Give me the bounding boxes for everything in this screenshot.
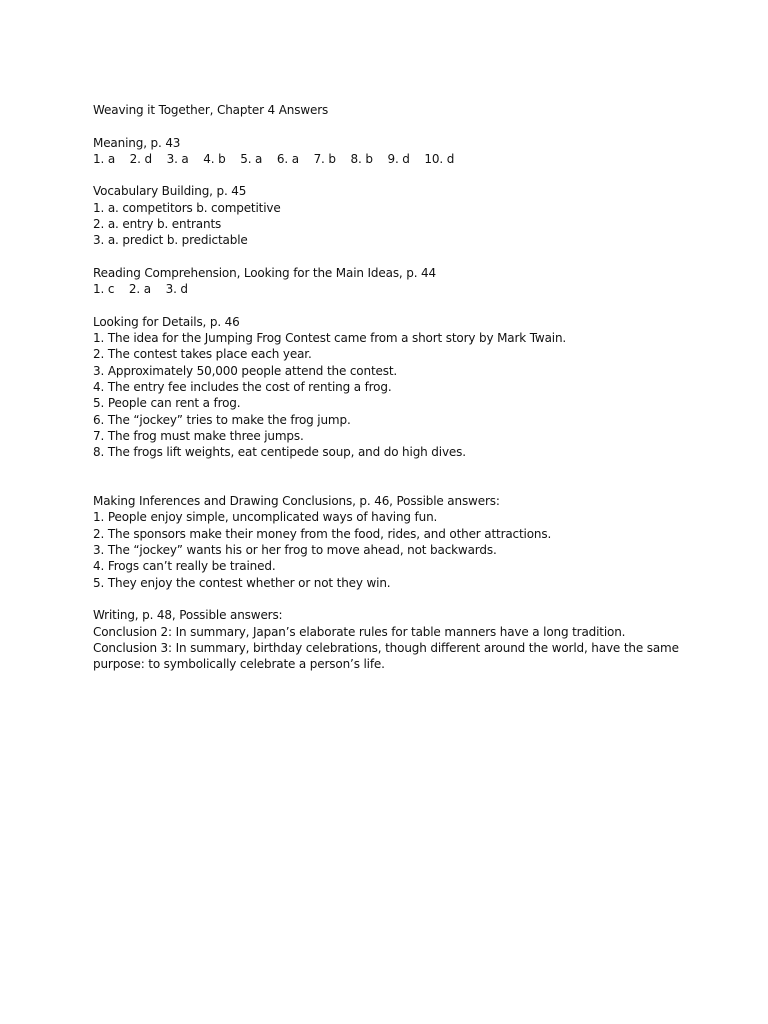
details-item: 4. The entry fee includes the cost of renting a frog. [93,380,392,395]
inferences-item: 3. The “jockey” wants his or her frog to move ahead, not backwards. [93,543,497,558]
spacer [93,298,743,314]
writing-conclusion-2: Conclusion 2: In summary, Japan’s elaborate rules for table manners have a long tradition. [93,624,626,639]
vocab-item: 1. a. competitors b. competitive [93,200,281,215]
spacer [93,461,743,494]
inferences-item: 5. They enjoy the contest whether or not they win. [93,575,391,590]
main-ideas-answers: 1. c 2. a 3. d [93,282,188,297]
vocab-item: 3. a. predict b. predictable [93,233,248,248]
details-item: 1. The idea for the Jumping Frog Contest came from a short story by Mark Twain. [93,331,567,346]
spacer [93,591,743,607]
spacer [93,249,743,265]
inferences-heading: Making Inferences and Drawing Conclusions, p. 46, Possible answers: [93,494,500,509]
main-ideas-heading: Reading Comprehension, Looking for the Main Ideas, p. 44 [93,265,437,280]
vocab-item: 2. a. entry b. entrants [93,217,222,232]
details-item: 3. Approximately 50,000 people attend the contest. [93,363,398,378]
writing-heading: Writing, p. 48, Possible answers: [93,608,283,623]
details-item: 2. The contest takes place each year. [93,347,312,362]
details-item: 6. The “jockey” tries to make the frog jump. [93,412,351,427]
details-item: 7. The frog must make three jumps. [93,428,304,443]
details-item: 5. People can rent a frog. [93,396,241,411]
details-heading: Looking for Details, p. 46 [93,314,240,329]
document-title: Weaving it Together, Chapter 4 Answers [93,103,329,117]
vocab-heading: Vocabulary Building, p. 45 [93,184,247,199]
details-item: 8. The frogs lift weights, eat centipede soup, and do high dives. [93,445,466,460]
answer-key-document [93,102,743,672]
inferences-item: 1. People enjoy simple, uncomplicated ways of having fun. [93,510,438,525]
spacer [93,167,743,183]
meaning-answers: 1. a 2. d 3. a 4. b 5. a 6. a 7. b 8. b 9. d 10. d [93,151,455,166]
writing-conclusion-3: Conclusion 3: In summary, birthday celebrations, though different around the world, have the same purpose: to symbolically celebrate a person’s life. [93,640,679,672]
spacer [93,118,743,134]
inferences-item: 4. Frogs can’t really be trained. [93,559,276,574]
inferences-item: 2. The sponsors make their money from the food, rides, and other attractions. [93,526,552,541]
meaning-heading: Meaning, p. 43 [93,135,181,150]
